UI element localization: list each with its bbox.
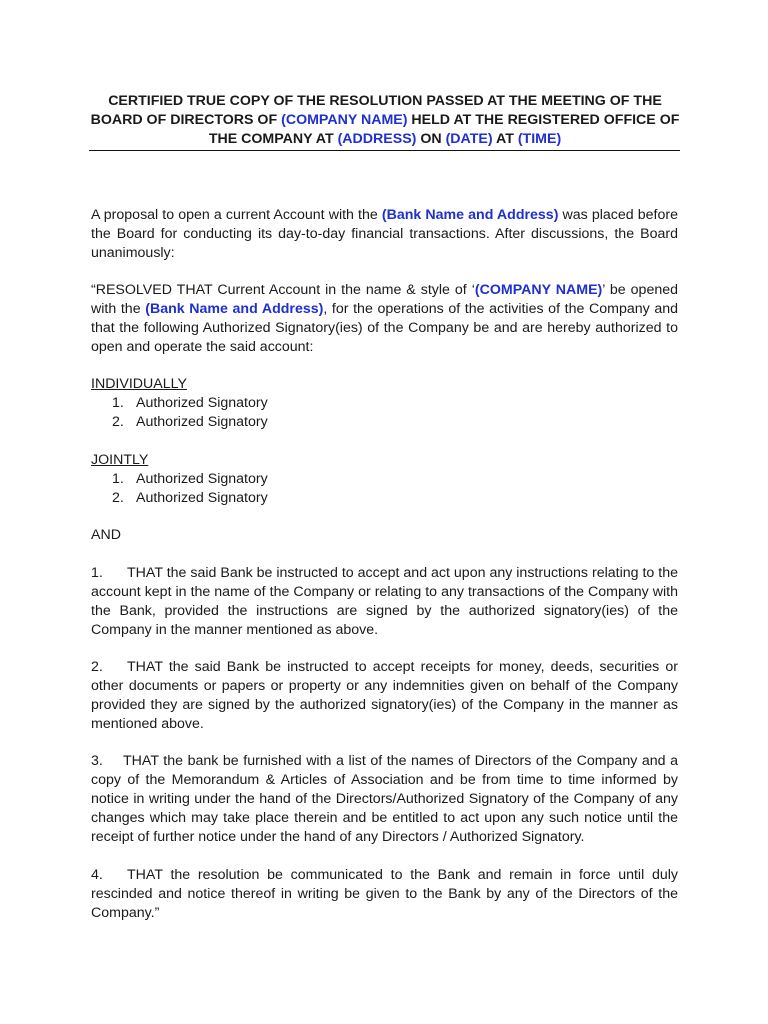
title-text: AT bbox=[492, 131, 518, 147]
list-item bbox=[112, 470, 268, 489]
resolved-paragraph bbox=[91, 281, 678, 357]
list-number: 2. bbox=[112, 413, 124, 430]
clause-text: THAT the bank be furnished with a list of the names of Directors of the Company and a copy of the Memorandum & Articles of Association and be from time to time informed by notice in writing under the hand of the Directors/Authorized Signatory of the Company of any changes which may take place therein and be entitled to act upon any such notice until the receipt of further notice under the hand of any Directors / Authorized Signatory. bbox=[91, 753, 678, 845]
intro-paragraph bbox=[91, 206, 678, 263]
title-text: HELD AT THE REGISTERED OFFICE OF bbox=[407, 112, 680, 128]
intro-text: A proposal to open a current Account with the bbox=[91, 207, 382, 223]
bank-name-placeholder: (Bank Name and Address) bbox=[381, 207, 559, 223]
list-number: 2. bbox=[112, 489, 124, 506]
list-label: Authorized Signatory bbox=[136, 395, 268, 411]
clause-2 bbox=[91, 658, 678, 734]
resolved-text: ’ be opened with the bbox=[91, 282, 679, 317]
time-placeholder: (TIME) bbox=[517, 131, 562, 147]
clause-text: THAT the said Bank be instructed to accept receipts for money, deeds, securities or other documents or papers or property or any indemnities given on behalf of the Company provided they are signed by the authorized signatory(ies) of the Company in the manner as mentioned above. bbox=[91, 659, 678, 732]
title-line-1: CERTIFIED TRUE COPY OF THE RESOLUTION PASSED AT THE MEETING OF THE bbox=[108, 93, 662, 109]
list-item bbox=[112, 489, 268, 508]
clause-number: 4. bbox=[91, 867, 103, 883]
title-line-3 bbox=[90, 130, 680, 149]
company-name-placeholder: (COMPANY NAME) bbox=[474, 282, 603, 298]
list-item bbox=[112, 413, 268, 432]
bank-name-placeholder: (Bank Name and Address) bbox=[145, 300, 324, 317]
title-text: BOARD OF DIRECTORS OF bbox=[90, 112, 282, 128]
and-label: AND bbox=[91, 527, 121, 543]
clause-number: 3. bbox=[91, 753, 103, 769]
clause-1 bbox=[91, 564, 678, 640]
resolved-text: , for the operations of the activities of the Company and that the following Authorized Signatory(ies) of the Company be and are hereby authorized to open and operate the said account: bbox=[91, 300, 679, 355]
resolved-text: “RESOLVED THAT Current Account in the name & style of ‘ bbox=[91, 282, 475, 298]
list-label: Authorized Signatory bbox=[136, 471, 268, 487]
title-text: THE COMPANY AT bbox=[208, 131, 338, 147]
company-name-placeholder: (COMPANY NAME) bbox=[281, 112, 408, 128]
address-placeholder: (ADDRESS) bbox=[337, 131, 417, 147]
clause-text: THAT the said Bank be instructed to accept and act upon any instructions relating to the account kept in the name of the Company or relating to any transactions of the Company with the Bank, provided the instructions are signed by the authorized signatory(ies) of the Company in the manner mentioned as above. bbox=[91, 565, 678, 638]
list-number: 1. bbox=[112, 395, 124, 411]
document-title bbox=[90, 92, 680, 149]
clause-4 bbox=[91, 866, 678, 923]
title-line-2 bbox=[90, 111, 680, 130]
jointly-list bbox=[112, 470, 268, 508]
list-label: Authorized Signatory bbox=[136, 489, 268, 506]
clause-number: 2. bbox=[91, 659, 103, 675]
clause-3 bbox=[91, 752, 678, 847]
clause-number: 1. bbox=[91, 565, 103, 581]
list-item bbox=[112, 394, 268, 413]
individually-heading: INDIVIDUALLY bbox=[91, 376, 187, 392]
title-divider bbox=[89, 150, 680, 151]
list-number: 1. bbox=[112, 471, 124, 487]
date-placeholder: (DATE) bbox=[445, 131, 493, 147]
title-text: ON bbox=[416, 131, 446, 147]
intro-text: was placed before the Board for conducting its day-to-day financial transactions. After discussions, the Board unanimously: bbox=[91, 207, 679, 261]
jointly-heading: JOINTLY bbox=[91, 452, 149, 468]
list-label: Authorized Signatory bbox=[136, 413, 268, 430]
individually-list bbox=[112, 394, 268, 432]
clause-text: THAT the resolution be communicated to the Bank and remain in force until duly rescinded and notice thereof in writing be given to the Bank by any of the Directors of the Company.” bbox=[91, 867, 678, 921]
